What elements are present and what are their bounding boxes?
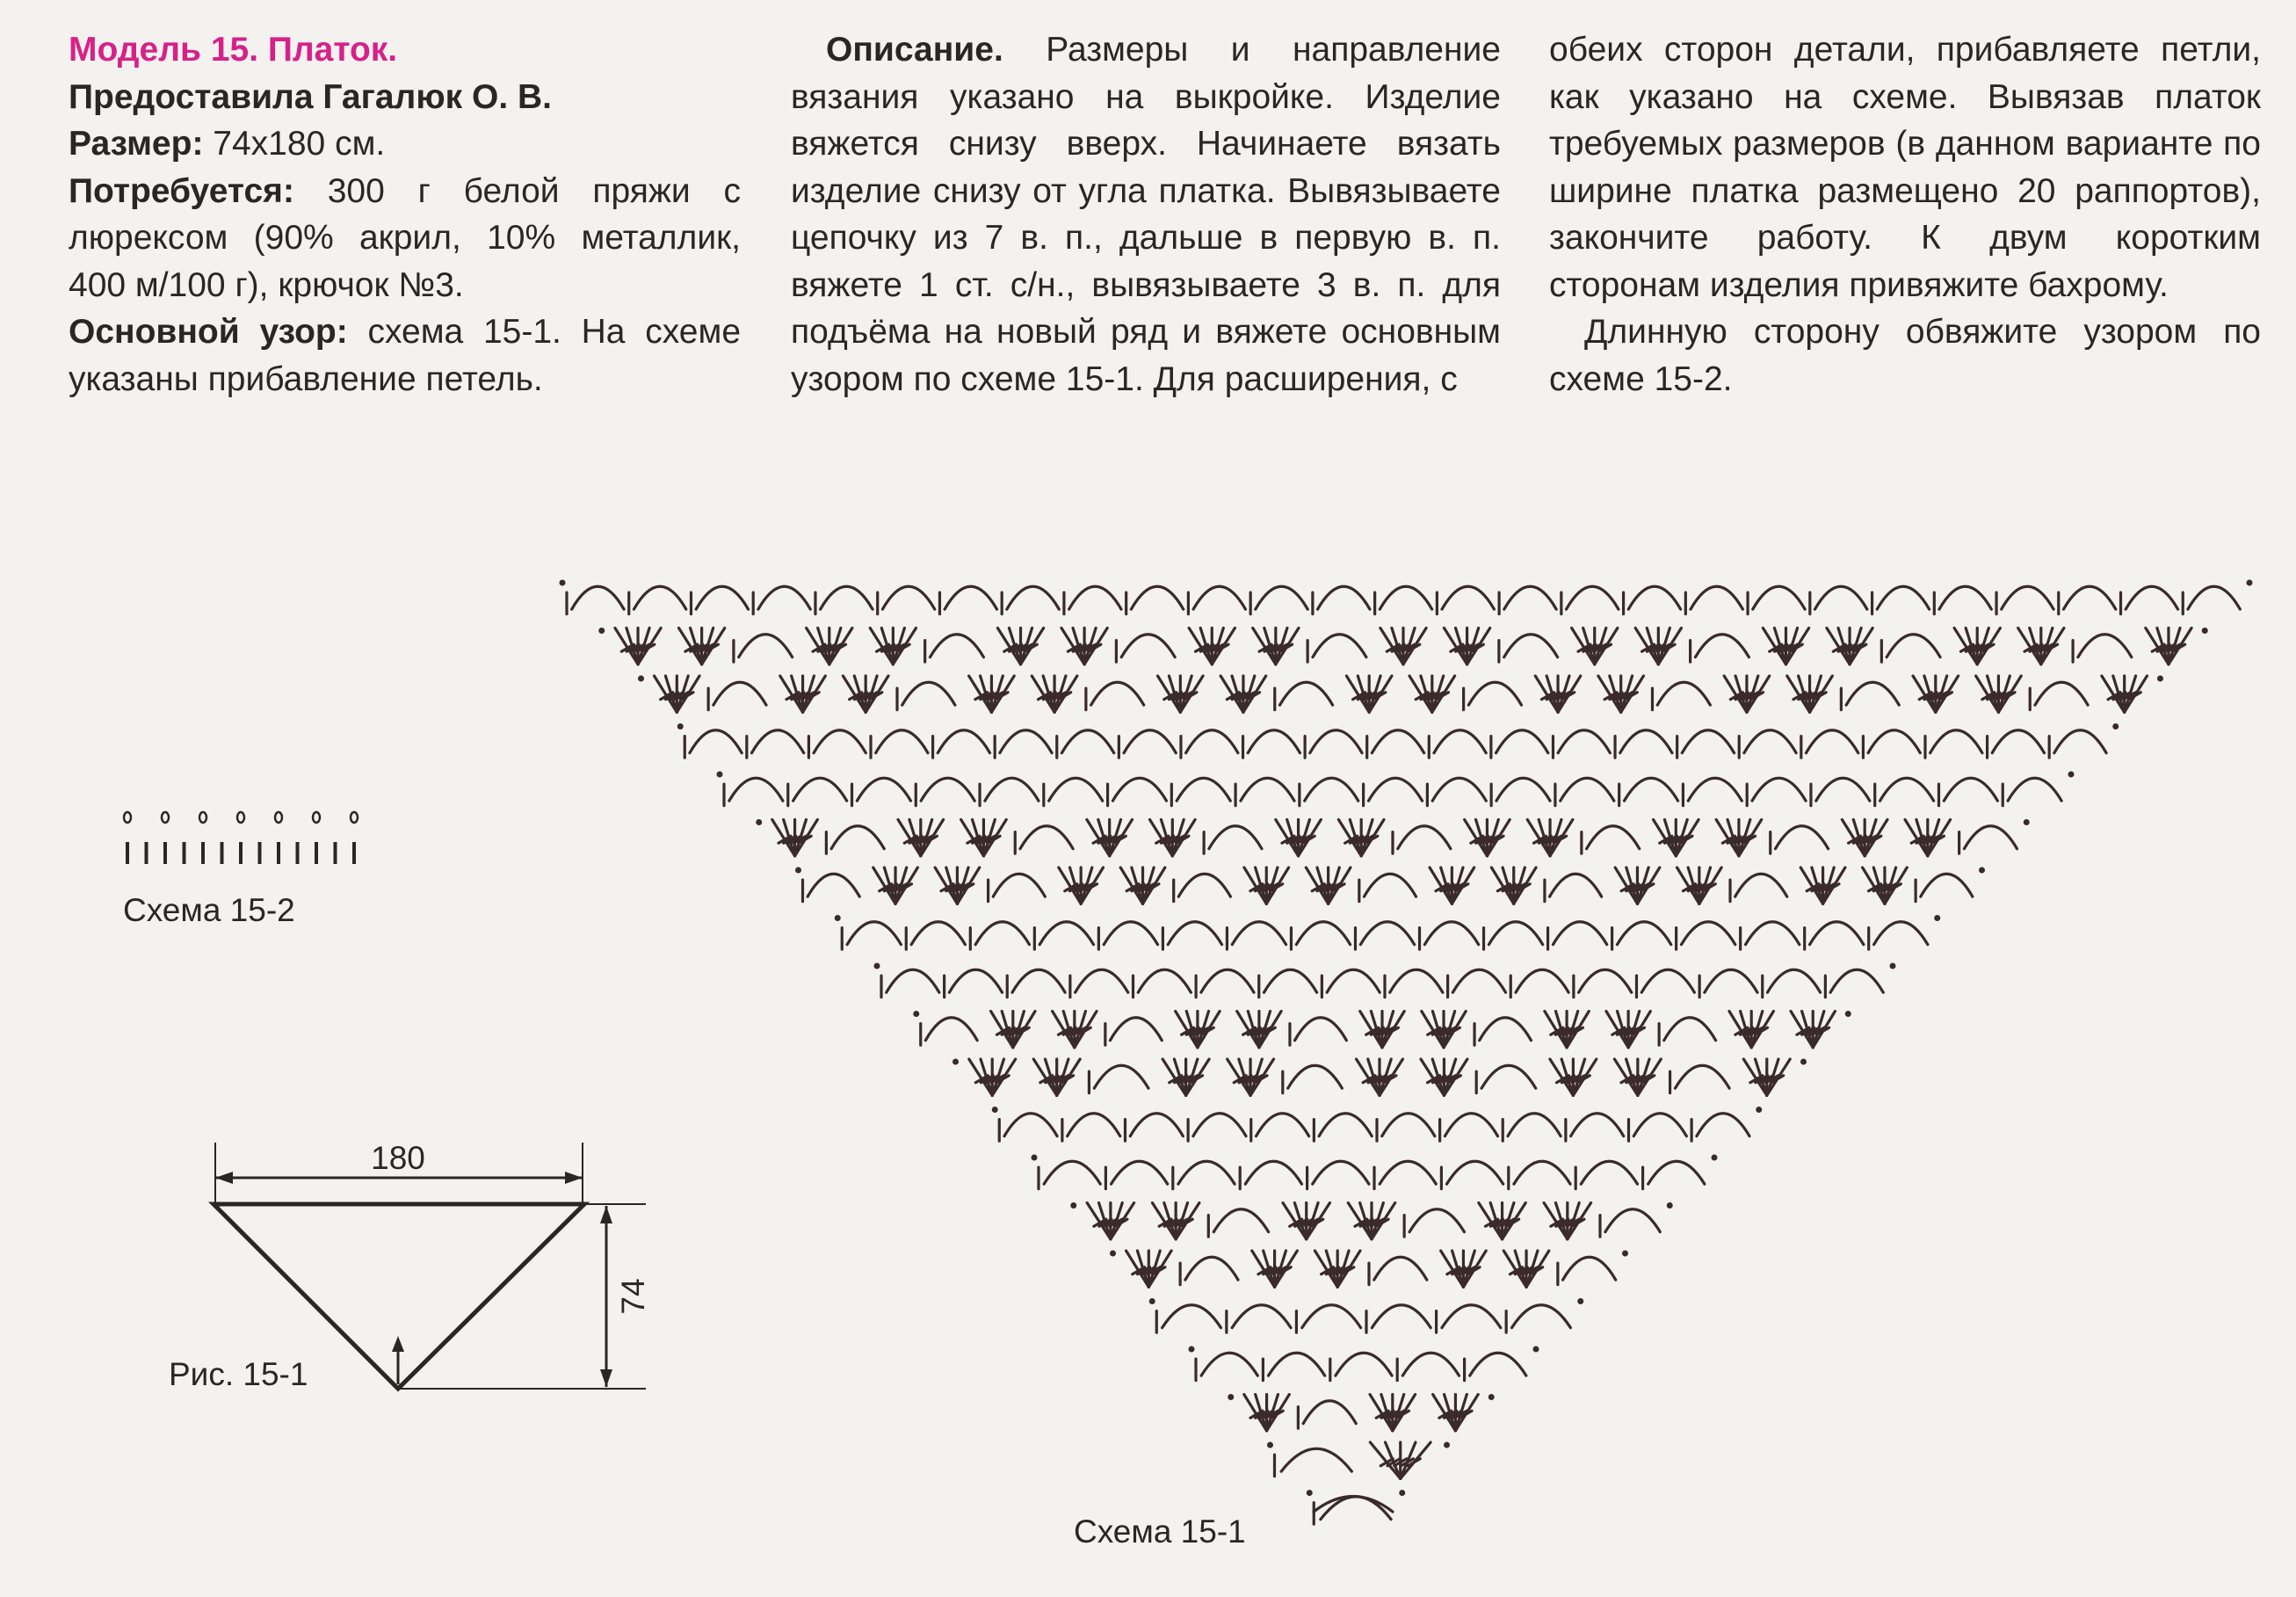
chart-chain-arc bbox=[1193, 586, 1245, 609]
chart-chain-arc bbox=[2002, 586, 2053, 609]
chart-chain-arc bbox=[814, 730, 866, 753]
needs-label: Потребуется: bbox=[69, 171, 294, 210]
chart-chain-arc bbox=[1514, 1161, 1570, 1184]
chart-chain-arc bbox=[945, 586, 996, 609]
chart-chain-arc bbox=[847, 922, 901, 945]
chart-edge-dot bbox=[1149, 1298, 1155, 1304]
chart-chain-arc bbox=[1442, 1305, 1501, 1328]
chart-edge-dot bbox=[756, 819, 762, 825]
chart-edge-dot bbox=[874, 963, 880, 969]
chart-chain-arc bbox=[1372, 730, 1423, 753]
chart-chain-arc bbox=[857, 778, 910, 801]
chart-chain-arc bbox=[1516, 969, 1568, 992]
chart-chain-arc bbox=[876, 730, 928, 753]
chart-chain-arc bbox=[1382, 1114, 1435, 1136]
chart-chain-arc bbox=[1744, 730, 1796, 753]
chart-chain-arc bbox=[1313, 635, 1366, 657]
chart-chain-arc bbox=[1264, 969, 1316, 992]
pattern-value: схема 15-1. На схеме указаны прибавление петель. bbox=[69, 313, 742, 398]
chart-chain-arc bbox=[1434, 730, 1486, 753]
needs-value: 300 г белой пряжи с люрексом (90% акрил, 10% металлик, 400 м/100 г), крючок №3. bbox=[69, 171, 741, 304]
chart-edge-dot bbox=[992, 1107, 998, 1113]
chart-chain-arc bbox=[1360, 922, 1414, 945]
chart-chain-arc bbox=[1887, 635, 1940, 657]
chart-chain-arc bbox=[921, 778, 974, 801]
chart-chain-arc bbox=[882, 586, 934, 609]
chart-edge-dot bbox=[1488, 1394, 1495, 1400]
chart-chain-arc bbox=[1581, 1161, 1637, 1184]
edge-picot bbox=[313, 812, 320, 823]
chart-chain-arc bbox=[1874, 922, 1928, 945]
chart-chain-arc bbox=[1310, 730, 1362, 753]
chart-chain-arc bbox=[1380, 586, 1431, 609]
chart-chain-arc bbox=[1567, 586, 1619, 609]
chart-chain-arc bbox=[930, 635, 983, 657]
chart-chain-arc bbox=[1201, 1353, 1257, 1376]
chart-chain-arc bbox=[821, 586, 873, 609]
chart-chain-arc bbox=[1112, 1161, 1168, 1184]
chart-chain-arc bbox=[1697, 1114, 1749, 1136]
chart-chain-arc bbox=[1390, 969, 1443, 992]
chart-edge-dot bbox=[1032, 1155, 1038, 1161]
chart-chain-arc bbox=[1121, 635, 1175, 657]
chart-chain-arc bbox=[1178, 1161, 1235, 1184]
chart-chain-arc bbox=[1633, 1114, 1686, 1136]
chart-edge-dot bbox=[795, 867, 801, 874]
edge-picot bbox=[275, 812, 282, 823]
chart-chain-arc bbox=[1504, 635, 1558, 657]
chart-chain-arc bbox=[1124, 730, 1176, 753]
chart-chain-arc bbox=[1162, 1305, 1221, 1328]
chart-chain-arc bbox=[911, 922, 965, 945]
chart-chain-arc bbox=[1305, 778, 1358, 801]
chart-edge-dot bbox=[1890, 963, 1896, 969]
size-label: Размер: bbox=[69, 125, 204, 163]
chart-edge-dot bbox=[1756, 1107, 1762, 1113]
chart-chain-arc bbox=[1691, 586, 1742, 609]
chart-chain-arc bbox=[729, 778, 783, 801]
chart-chain-arc bbox=[1364, 874, 1416, 896]
chart-edge-dot bbox=[1800, 1059, 1807, 1065]
chart-chain-arc bbox=[1039, 922, 1093, 945]
chart-chain-arc bbox=[1279, 682, 1332, 705]
size-value: 74х180 см. bbox=[213, 125, 386, 163]
chart-chain-arc bbox=[1648, 1161, 1705, 1184]
dim-height-label: 74 bbox=[615, 1278, 651, 1315]
chart-chain-arc bbox=[1295, 1018, 1347, 1041]
edge-picot bbox=[199, 812, 206, 823]
chart-chain-arc bbox=[1571, 1114, 1624, 1136]
scheme-15-1-caption: Схема 15-1 bbox=[1074, 1514, 1246, 1550]
chart-chain-arc bbox=[938, 730, 989, 753]
chart-chain-arc bbox=[1496, 778, 1550, 801]
chart-chain-arc bbox=[1409, 1209, 1464, 1232]
chart-edge-dot bbox=[2202, 628, 2208, 634]
chart-chain-arc bbox=[1402, 1353, 1459, 1376]
chart-chain-arc bbox=[1000, 730, 1052, 753]
chart-chain-arc bbox=[1313, 1161, 1369, 1184]
chart-chain-arc bbox=[1664, 1018, 1716, 1041]
chart-chain-arc bbox=[1480, 1018, 1532, 1041]
chart-chain-arc bbox=[1695, 635, 1749, 657]
chart-chain-arc bbox=[1112, 778, 1166, 801]
chart-chain-arc bbox=[975, 922, 1029, 945]
dim-width-label: 180 bbox=[371, 1140, 425, 1176]
chart-chain-arc bbox=[1939, 586, 1991, 609]
chart-chain-arc bbox=[1069, 586, 1121, 609]
chart-chain-arc bbox=[1232, 1305, 1291, 1328]
chart-chain-arc bbox=[1319, 1114, 1372, 1136]
chart-chain-arc bbox=[1470, 1353, 1526, 1376]
chart-chain-arc bbox=[985, 778, 1039, 801]
chart-chain-arc bbox=[1877, 586, 1929, 609]
chart-edge-dot bbox=[1934, 915, 1940, 921]
pattern-label: Основной узор: bbox=[69, 313, 348, 351]
chart-edge-dot bbox=[1267, 1442, 1273, 1448]
chart-chain-arc bbox=[1512, 1305, 1571, 1328]
chart-chain-arc bbox=[1992, 730, 2044, 753]
chart-chain-arc bbox=[1816, 778, 1870, 801]
chart-chain-arc bbox=[1193, 1114, 1246, 1136]
chart-chain-arc bbox=[1302, 1305, 1361, 1328]
chart-edge-dot bbox=[913, 1011, 919, 1017]
chart-chain-arc bbox=[1110, 1018, 1162, 1041]
chart-chain-arc bbox=[1746, 922, 1800, 945]
chart-chain-arc bbox=[1044, 1161, 1100, 1184]
chart-edge-dot bbox=[598, 628, 605, 634]
chart-chain-arc bbox=[1424, 922, 1478, 945]
chart-chain-arc bbox=[713, 682, 766, 705]
chart-chain-arc bbox=[1496, 730, 1548, 753]
chart-chain-arc bbox=[1130, 1114, 1183, 1136]
chart-edge-dot bbox=[1979, 867, 1985, 874]
chart-edge-dot bbox=[2068, 772, 2075, 778]
chart-chain-arc bbox=[1753, 586, 1805, 609]
chart-chain-arc bbox=[1104, 922, 1157, 945]
chart-chain-arc bbox=[1012, 969, 1065, 992]
chart-edge-dot bbox=[560, 580, 566, 586]
chart-edge-dot bbox=[835, 915, 841, 921]
chart-edge-dot bbox=[2247, 580, 2253, 586]
description-text-cont: обеих сторон детали, прибавляете петли, как указано на схеме. Вывязав платок требуемых размеров (в данном варианте по ширине платка размещено 20 раппортов), закончите работу. К двум коротким сторонам изделия привяжите бахрому. bbox=[1549, 31, 2261, 304]
chart-chain-arc bbox=[1138, 969, 1191, 992]
chart-edge-dot bbox=[677, 723, 684, 730]
chart-edge-dot bbox=[1667, 1202, 1673, 1209]
chart-chain-arc bbox=[1682, 730, 1734, 753]
edge-picot bbox=[162, 812, 169, 823]
chart-edge-dot bbox=[717, 772, 723, 778]
chart-edge-dot bbox=[1307, 1490, 1313, 1496]
chart-chain-arc bbox=[751, 730, 803, 753]
chart-chain-arc bbox=[1558, 730, 1610, 753]
chart-chain-arc bbox=[1269, 1353, 1325, 1376]
chart-edge-dot bbox=[1070, 1202, 1076, 1209]
chart-edge-dot bbox=[1622, 1251, 1628, 1257]
chart-chain-arc bbox=[1256, 586, 1307, 609]
chart-chain-arc bbox=[1620, 730, 1672, 753]
chart-chain-arc bbox=[1628, 586, 1680, 609]
chart-edge-dot bbox=[1712, 1155, 1718, 1161]
chart-chain-arc bbox=[1880, 778, 1934, 801]
fig-15-1-caption: Рис. 15-1 bbox=[169, 1356, 308, 1392]
chart-chain-arc bbox=[1553, 922, 1606, 945]
chart-chain-arc bbox=[1675, 1065, 1729, 1088]
chart-chain-arc bbox=[1296, 922, 1350, 945]
chart-chain-arc bbox=[1921, 874, 1973, 896]
chart-chain-arc bbox=[808, 874, 859, 896]
chart-chain-arc bbox=[1327, 969, 1380, 992]
chart-edge-dot bbox=[1845, 1011, 1851, 1017]
chart-edge-dot bbox=[638, 676, 644, 682]
chart-chain-arc bbox=[1076, 969, 1128, 992]
scheme-15-1-chart bbox=[560, 580, 2253, 1525]
chart-chain-arc bbox=[1049, 778, 1103, 801]
chart-chain-arc bbox=[1232, 922, 1286, 945]
chart-chain-arc bbox=[1868, 730, 1920, 753]
chart-chain-arc bbox=[1178, 874, 1230, 896]
chart-chain-arc bbox=[1563, 1257, 1616, 1280]
chart-chain-arc bbox=[1810, 922, 1864, 945]
chart-chain-arc bbox=[1508, 1114, 1561, 1136]
chart-chain-arc bbox=[1806, 730, 1858, 753]
chart-edge-dot bbox=[952, 1059, 959, 1065]
chart-chain-arc bbox=[2063, 586, 2115, 609]
chart-chain-arc bbox=[1091, 682, 1144, 705]
chart-edge-dot bbox=[2157, 676, 2163, 682]
chart-chain-arc bbox=[1688, 778, 1742, 801]
chart-chain-arc bbox=[1007, 586, 1059, 609]
chart-chain-arc bbox=[1488, 922, 1542, 945]
chart-chain-arc bbox=[1830, 969, 1883, 992]
model-title: Модель 15. Платок. bbox=[69, 31, 398, 69]
chart-chain-arc bbox=[2035, 682, 2088, 705]
chart-chain-arc bbox=[1245, 1161, 1301, 1184]
chart-chain-arc bbox=[1336, 1353, 1392, 1376]
chart-chain-arc bbox=[2008, 778, 2061, 801]
chart-chain-arc bbox=[949, 969, 1002, 992]
edge-picot bbox=[237, 812, 244, 823]
chart-chain-arc bbox=[1752, 778, 1806, 801]
description-text: Размеры и направление вязания указано на выкройке. Изделие вяжется снизу вверх. Начинаете вязать изделие снизу от угла платка. Вывязываете цепочку из 7 в. п., дальше в первую в. п. вяжете 1 ст. с/н., вывязываете 3 в. п. для подъёма на новый ряд и вяжете основным узором по схеме 15-1. Для расширения, с bbox=[791, 31, 1501, 398]
chart-edge-dot bbox=[2024, 819, 2030, 825]
chart-chain-arc bbox=[1579, 969, 1632, 992]
provided-by: Предоставила Гагалюк О. В. bbox=[69, 77, 552, 116]
chart-chain-arc bbox=[1432, 778, 1486, 801]
chart-chain-arc bbox=[2078, 635, 2132, 657]
chart-chain-arc bbox=[1241, 778, 1294, 801]
chart-chain-arc bbox=[831, 826, 884, 849]
chart-chain-arc bbox=[1168, 922, 1221, 945]
chart-chain-arc bbox=[1681, 922, 1735, 945]
chart-chain-arc bbox=[993, 874, 1045, 896]
chart-chain-arc bbox=[1641, 969, 1694, 992]
chart-chain-arc bbox=[1020, 826, 1073, 849]
chart-chain-arc bbox=[1201, 969, 1254, 992]
chart-chain-arc bbox=[1447, 1161, 1503, 1184]
chart-chain-arc bbox=[1445, 1114, 1497, 1136]
chart-chain-arc bbox=[1380, 1161, 1436, 1184]
chart-chain-arc bbox=[634, 586, 685, 609]
chart-edge-dot bbox=[1399, 1490, 1405, 1496]
chart-chain-arc bbox=[887, 969, 939, 992]
description-label: Описание. bbox=[826, 31, 1003, 69]
edge-picot bbox=[124, 812, 131, 823]
chart-chain-arc bbox=[690, 730, 742, 753]
chart-edge-dot bbox=[1533, 1347, 1539, 1353]
chart-chain-arc bbox=[1504, 586, 1556, 609]
chart-chain-arc bbox=[1004, 1114, 1057, 1136]
chart-chain-arc bbox=[1944, 778, 1997, 801]
chart-chain-arc bbox=[2126, 586, 2177, 609]
edge-picot bbox=[351, 812, 358, 823]
chart-edge-dot bbox=[1444, 1442, 1450, 1448]
chart-chain-arc bbox=[1213, 1209, 1268, 1232]
chart-edge-dot bbox=[2112, 723, 2119, 730]
chart-chain-arc bbox=[1468, 682, 1521, 705]
chart-chain-arc bbox=[1281, 1448, 1351, 1471]
chart-chain-arc bbox=[1775, 826, 1828, 849]
chart-chain-arc bbox=[1481, 1065, 1536, 1088]
chart-chain-arc bbox=[1398, 826, 1451, 849]
chart-chain-arc bbox=[1256, 1114, 1308, 1136]
chart-chain-arc bbox=[1735, 874, 1787, 896]
chart-chain-arc bbox=[1372, 1305, 1430, 1328]
chart-chain-arc bbox=[1550, 874, 1602, 896]
chart-chain-arc bbox=[925, 1018, 977, 1041]
chart-chain-arc bbox=[1587, 826, 1640, 849]
chart-edge-dot bbox=[1577, 1298, 1583, 1304]
chart-chain-arc bbox=[1318, 586, 1370, 609]
chart-chain-arc bbox=[1094, 1065, 1148, 1088]
chart-chain-arc bbox=[739, 635, 793, 657]
chart-chain-arc bbox=[1068, 1114, 1120, 1136]
chart-chain-arc bbox=[793, 778, 847, 801]
chart-chain-arc bbox=[1605, 1209, 1660, 1232]
scheme-15-2-caption: Схема 15-2 bbox=[123, 892, 295, 928]
chart-chain-arc bbox=[1930, 730, 1982, 753]
chart-chain-arc bbox=[1061, 730, 1113, 753]
chart-chain-arc bbox=[1442, 586, 1494, 609]
scheme-15-2-edging bbox=[124, 812, 358, 864]
chart-chain-arc bbox=[1185, 1257, 1238, 1280]
chart-chain-arc bbox=[758, 586, 810, 609]
fig-15-1-diagram bbox=[214, 1143, 646, 1389]
chart-edge-dot bbox=[1228, 1394, 1234, 1400]
chart-chain-arc bbox=[1846, 682, 1899, 705]
chart-chain-arc bbox=[2054, 730, 2106, 753]
chart-chain-arc bbox=[1617, 922, 1670, 945]
chart-chain-arc bbox=[1705, 969, 1757, 992]
chart-chain-arc bbox=[1248, 730, 1300, 753]
chart-chain-arc bbox=[1374, 1257, 1427, 1280]
chart-chain-arc bbox=[1186, 730, 1238, 753]
chart-chain-arc bbox=[1624, 778, 1677, 801]
chart-chain-arc bbox=[696, 586, 748, 609]
chart-chain-arc bbox=[902, 682, 955, 705]
description-text-2: Длинную сторону обвяжите узором по схеме 15-2. bbox=[1549, 313, 2261, 398]
chart-chain-arc bbox=[1303, 1401, 1356, 1424]
chart-chain-arc bbox=[2188, 586, 2240, 609]
chart-chain-arc bbox=[1657, 682, 1710, 705]
chart-chain-arc bbox=[1209, 826, 1262, 849]
chart-chain-arc bbox=[1964, 826, 2017, 849]
chart-chain-arc bbox=[1452, 969, 1505, 992]
chart-chain-arc bbox=[572, 586, 624, 609]
chart-chain-arc bbox=[1767, 969, 1820, 992]
chart-edge-dot bbox=[1110, 1251, 1116, 1257]
chart-edge-dot bbox=[1189, 1347, 1195, 1353]
chart-chain-arc bbox=[1131, 586, 1183, 609]
chart-chain-arc bbox=[1288, 1065, 1343, 1088]
chart-chain-arc bbox=[1814, 586, 1866, 609]
chart-chain-arc bbox=[1177, 778, 1230, 801]
chart-chain-arc bbox=[1561, 778, 1614, 801]
chart-chain-arc bbox=[1368, 778, 1422, 801]
